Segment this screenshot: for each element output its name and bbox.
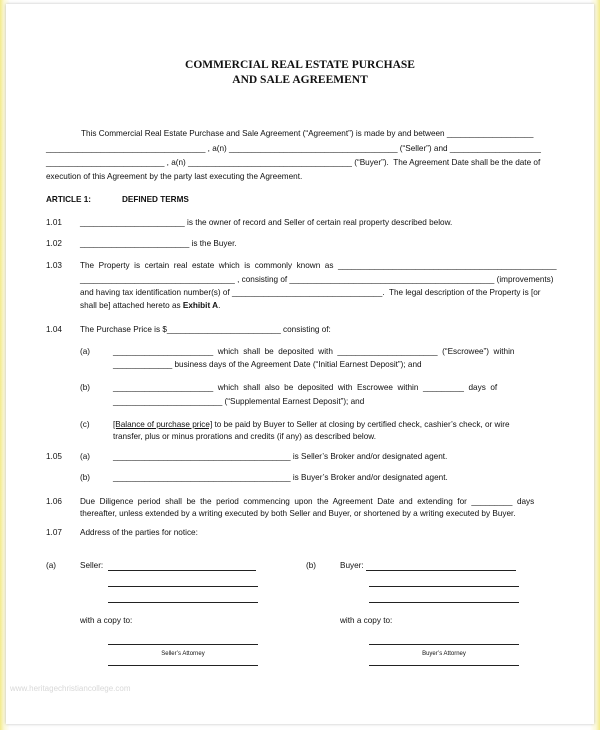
item-text: ______________________ which shall be deposited with ______________________ (“Escrowee”) within	[113, 347, 515, 356]
section-number: 1.05	[46, 452, 62, 461]
item-text	[113, 420, 510, 430]
sellers-attorney-caption: Seller’s Attorney	[161, 651, 205, 657]
intro-line: execution of this Agreement by the party last executing the Agreement.	[46, 172, 303, 181]
item-label: (c)	[80, 420, 90, 429]
notice-label: (a)	[46, 561, 57, 570]
section-text: ________________________ is the Buyer.	[80, 239, 237, 248]
intro-line: __________________________ , a(n) ____________________________________ (“Buyer”). The Agreement Date shall be the date of	[46, 158, 541, 167]
section-text: The Property is certain real estate which is commonly known as ________________________________________________	[80, 261, 557, 270]
item-text: transfer, plus or minus prorations and credits (if any) as described below.	[113, 432, 377, 441]
buyer-address-line	[369, 586, 519, 587]
notice-label: (b)	[306, 561, 317, 570]
section-text: Address of the parties for notice:	[80, 528, 198, 537]
document-page	[6, 4, 594, 724]
buyer-attorney-line	[369, 644, 519, 645]
section-text: _______________________ is the owner of record and Seller of certain real property described below.	[80, 218, 453, 227]
item-label: (a)	[80, 452, 91, 461]
buyer-label: Buyer:	[340, 561, 364, 570]
section-number: 1.07	[46, 528, 62, 537]
section-text: and having tax identification number(s) of _________________________________. The legal description of the Property is [or	[80, 288, 541, 297]
section-number: 1.02	[46, 239, 62, 248]
buyer-address-line	[369, 602, 519, 603]
seller-attorney-line	[108, 665, 258, 666]
seller-attorney-line	[108, 644, 258, 645]
section-text-part: shall be] attached hereto as	[80, 301, 183, 310]
section-number: 1.01	[46, 218, 62, 227]
with-copy-label: with a copy to:	[340, 616, 393, 625]
seller-address-line	[108, 602, 258, 603]
buyers-attorney-caption: Buyer’s Attorney	[422, 651, 466, 657]
seller-label: Seller:	[80, 561, 104, 570]
section-text: thereafter, unless extended by a writing executed by both Seller and Buyer, or shortened by a writing executed by Buyer.	[80, 509, 516, 518]
section-text: Due Diligence period shall be the period commencing upon the Agreement Date and extending for _________ days	[80, 497, 535, 506]
buyer-attorney-line	[369, 665, 519, 666]
document-title-line1: COMMERCIAL REAL ESTATE PURCHASE	[185, 59, 415, 71]
item-text: ________________________ (“Supplemental Earnest Deposit”); and	[113, 397, 365, 406]
item-text-part: to be paid by Buyer to Seller at closing by certified check, cashier’s check, or wire	[212, 420, 510, 429]
section-text: __________________________________ , consisting of _____________________________________________ (improvements)	[80, 275, 554, 284]
item-label: (b)	[80, 473, 91, 482]
article-label: ARTICLE 1:	[46, 195, 92, 204]
section-number: 1.03	[46, 261, 62, 270]
item-text: _______________________________________ is Seller’s Broker and/or designated agent.	[113, 452, 448, 461]
exhibit-reference: Exhibit A	[182, 301, 219, 310]
item-text: _____________ business days of the Agreement Date (“Initial Earnest Deposit”); and	[113, 360, 422, 369]
watermark-text: www.heritagechristiancollege.com	[10, 684, 131, 693]
section-text: The Purchase Price is $_________________________ consisting of:	[80, 325, 331, 334]
item-label: (a)	[80, 347, 91, 356]
item-text: _______________________________________ is Buyer’s Broker and/or designated agent.	[113, 473, 448, 482]
intro-line: ___________________________________ , a(n) _____________________________________ (“Seller”) and ____________________	[46, 144, 541, 153]
buyer-address-line	[366, 570, 516, 571]
section-number: 1.04	[46, 325, 62, 334]
item-label: (b)	[80, 383, 91, 392]
section-text-part: .	[218, 301, 221, 310]
intro-line: This Commercial Real Estate Purchase and Sale Agreement (“Agreement”) is made by and between ___________________	[81, 129, 534, 138]
document-title-line2: AND SALE AGREEMENT	[232, 74, 368, 86]
section-text	[80, 301, 220, 311]
seller-address-line	[108, 586, 258, 587]
article-title: DEFINED TERMS	[122, 195, 189, 204]
seller-address-line	[108, 570, 256, 571]
with-copy-label: with a copy to:	[80, 616, 133, 625]
item-text: ______________________ which shall also be deposited with Escrowee within _________ days of	[113, 383, 498, 392]
section-number: 1.06	[46, 497, 62, 506]
balance-of-purchase-price: [Balance of purchase price]	[113, 420, 213, 429]
